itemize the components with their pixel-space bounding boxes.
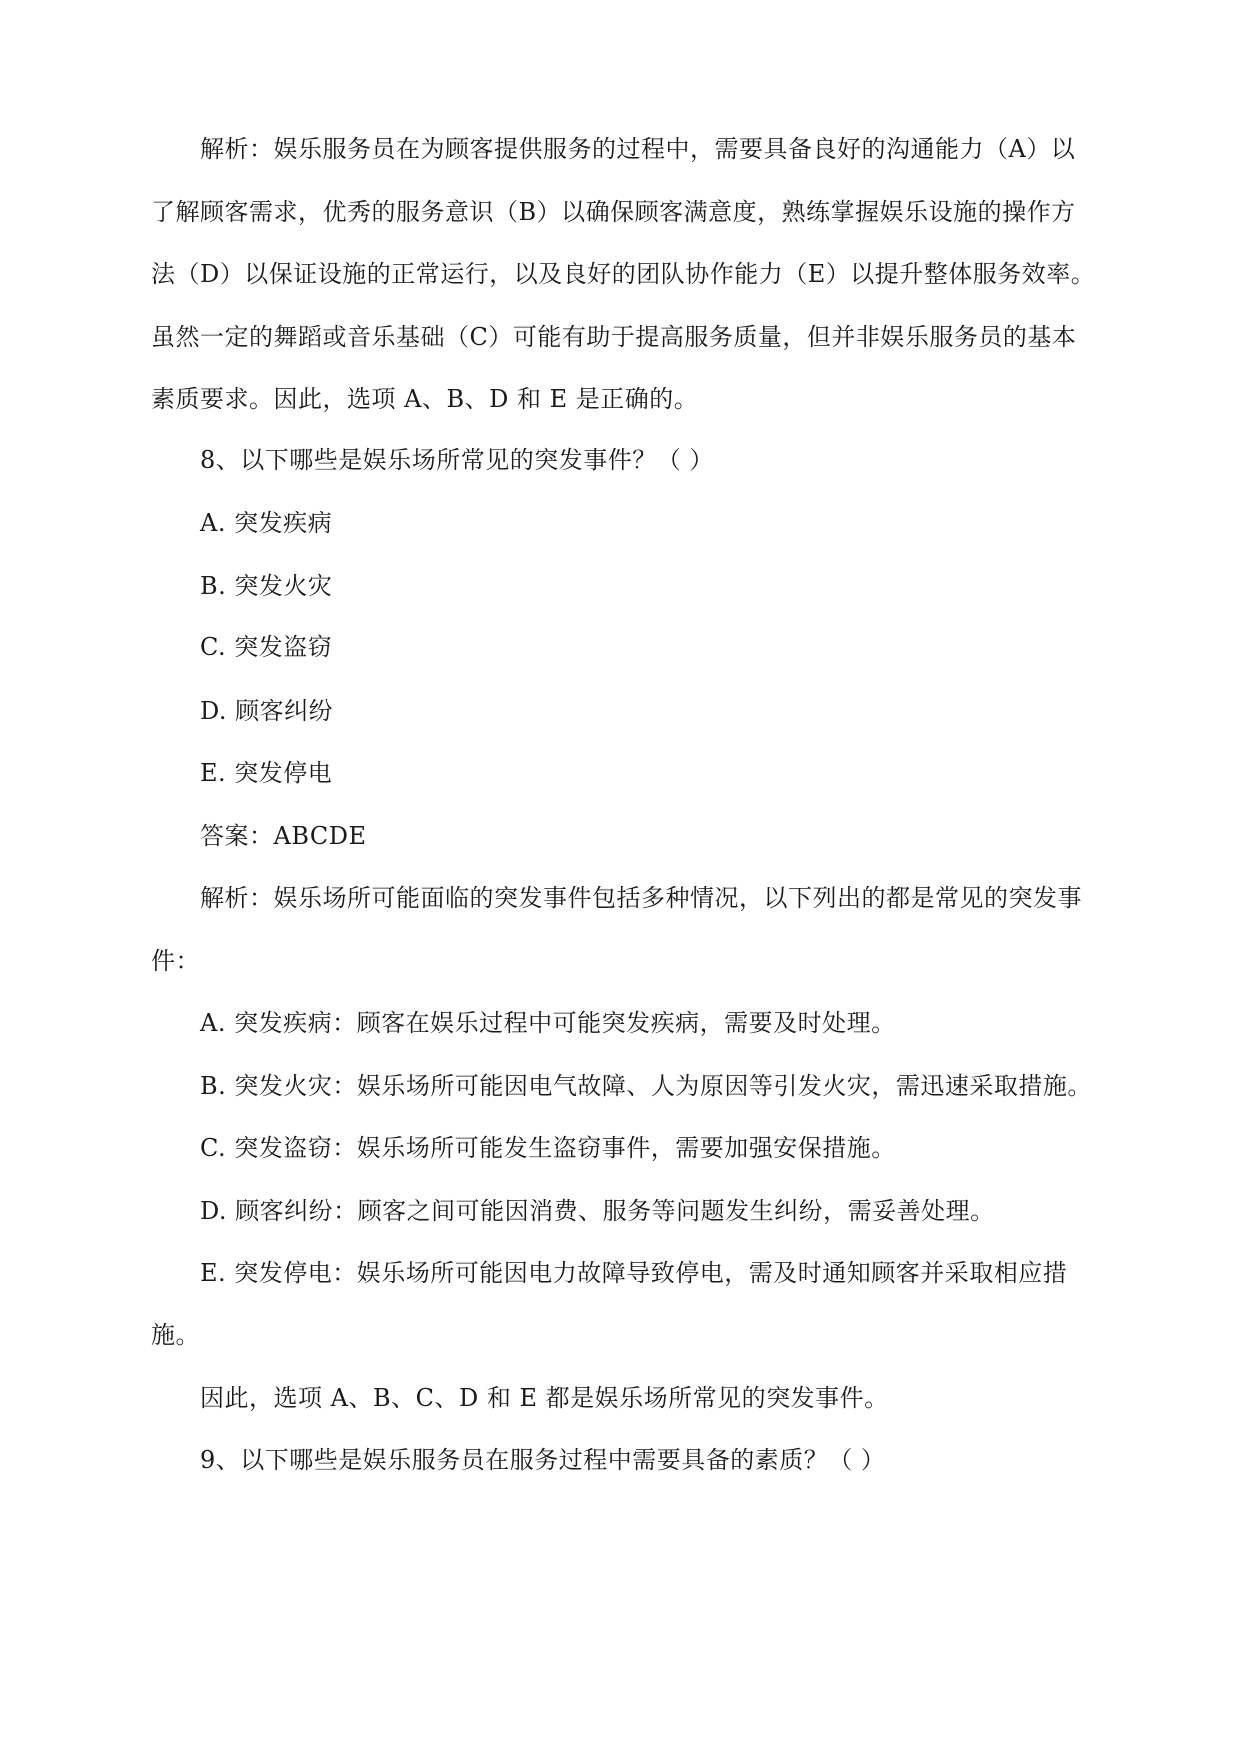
analysis-intro-line: 解析：娱乐场所可能面临的突发事件包括多种情况，以下列出的都是常见的突发事: [200, 884, 1082, 912]
option-d: D. 顾客纠纷: [200, 697, 334, 725]
analysis-paragraph-line: 解析：娱乐服务员在为顾客提供服务的过程中，需要具备良好的沟通能力（A）以: [200, 135, 1076, 163]
option-e: E. 突发停电: [200, 759, 333, 787]
analysis-item-e-continued: 施。: [151, 1321, 200, 1349]
analysis-intro-line: 件：: [151, 947, 200, 975]
analysis-paragraph-line: 虽然一定的舞蹈或音乐基础（C）可能有助于提高服务质量，但并非娱乐服务员的基本: [151, 323, 1077, 351]
conclusion-line: 因此，选项 A、B、C、D 和 E 都是娱乐场所常见的突发事件。: [200, 1384, 889, 1412]
analysis-paragraph-line: 了解顾客需求，优秀的服务意识（B）以确保顾客满意度，熟练掌握娱乐设施的操作方: [151, 198, 1076, 226]
question-9: 9、以下哪些是娱乐服务员在服务过程中需要具备的素质？（ ）: [200, 1446, 886, 1474]
analysis-item-a: A. 突发疾病：顾客在娱乐过程中可能突发疾病，需要及时处理。: [200, 1009, 896, 1037]
analysis-item-e: E. 突发停电：娱乐场所可能因电力故障导致停电，需及时通知顾客并采取相应措: [200, 1259, 1068, 1287]
option-c: C. 突发盗窃: [200, 633, 333, 661]
option-a: A. 突发疾病: [200, 509, 333, 537]
analysis-paragraph-line: 素质要求。因此，选项 A、B、D 和 E 是正确的。: [151, 385, 699, 413]
answer-line: 答案：ABCDE: [200, 822, 367, 850]
analysis-item-b: B. 突发火灾：娱乐场所可能因电气故障、人为原因等引发火灾，需迅速采取措施。: [200, 1072, 1092, 1100]
analysis-paragraph-line: 法（D）以保证设施的正常运行，以及良好的团队协作能力（E）以提升整体服务效率。: [151, 260, 1096, 288]
analysis-item-c: C. 突发盗窃：娱乐场所可能发生盗窃事件，需要加强安保措施。: [200, 1134, 896, 1162]
option-b: B. 突发火灾: [200, 572, 333, 600]
question-8: 8、以下哪些是娱乐场所常见的突发事件？（ ）: [200, 446, 714, 474]
analysis-item-d: D. 顾客纠纷：顾客之间可能因消费、服务等问题发生纠纷，需妥善处理。: [200, 1197, 995, 1225]
